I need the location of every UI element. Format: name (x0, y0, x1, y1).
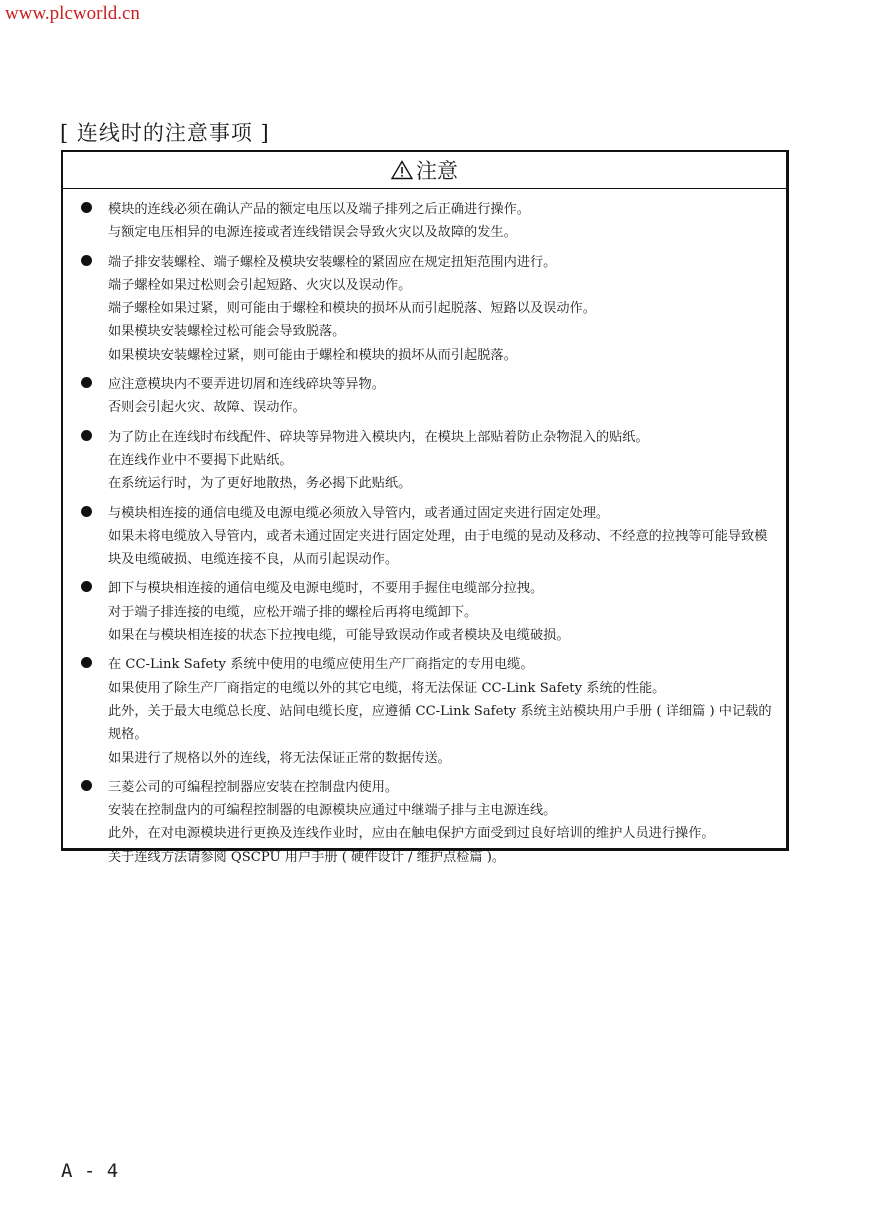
caution-line: 如果未将电缆放入导管内，或者未通过固定夹进行固定处理，由于电缆的晃动及移动、不经意的拉拽等可能导致模块及电缆破损、电缆连接不良，从而引起误动作。 (108, 528, 768, 568)
caution-line: 在连线作业中不要揭下此贴纸。 (108, 452, 293, 468)
caution-item (63, 776, 786, 869)
caution-line: 如果在与模块相连接的状态下拉拽电缆，可能导致误动作或者模块及电缆破损。 (108, 628, 570, 644)
caution-list (63, 189, 786, 869)
caution-line: 端子螺栓如果过紧，则可能由于螺栓和模块的损坏从而引起脱落、短路以及误动作。 (108, 301, 596, 317)
caution-line: 如果模块安装螺栓过松可能会导致脱落。 (108, 324, 346, 340)
bullet-icon (81, 377, 92, 388)
page-number: A - 4 (61, 1160, 119, 1182)
caution-line: 如果模块安装螺栓过紧，则可能由于螺栓和模块的损坏从而引起脱落。 (108, 347, 517, 363)
watermark: www.plcworld.cn (5, 3, 140, 24)
caution-line: 否则会引起火灾、故障、误动作。 (108, 400, 306, 416)
caution-line: 此外，关于最大电缆总长度、站间电缆长度，应遵循 CC-Link Safety 系统主站模块用户手册 ( 详细篇 ) 中记载的规格。 (108, 703, 772, 743)
bullet-icon (81, 255, 92, 266)
bullet-icon (81, 202, 92, 213)
caution-line: 对于端子排连接的电缆，应松开端子排的螺栓后再将电缆卸下。 (108, 604, 478, 620)
caution-line: 与额定电压相异的电源连接或者连线错误会导致火灾以及故障的发生。 (108, 225, 517, 241)
caution-item (63, 251, 786, 367)
caution-line: 应注意模块内不要弄进切屑和连线碎块等异物。 (108, 377, 385, 393)
bullet-icon (81, 581, 92, 592)
warning-triangle-icon (391, 160, 413, 180)
caution-line: 安装在控制盘内的可编程控制器的电源模块应通过中继端子排与主电源连线。 (108, 803, 557, 819)
caution-line: 三菱公司的可编程控制器应安装在控制盘内使用。 (108, 779, 399, 795)
caution-item (63, 577, 786, 647)
caution-header (63, 152, 786, 189)
caution-item (63, 653, 786, 769)
caution-line: 端子螺栓如果过松则会引起短路、火灾以及误动作。 (108, 277, 412, 293)
caution-line: 端子排安装螺栓、端子螺栓及模块安装螺栓的紧固应在规定扭矩范围内进行。 (108, 254, 557, 270)
caution-item (63, 426, 786, 496)
caution-line: 在系统运行时，为了更好地散热，务必揭下此贴纸。 (108, 476, 412, 492)
caution-title: 注意 (416, 159, 458, 183)
caution-item (63, 502, 786, 572)
caution-line: 关于连线方法请参阅 QSCPU 用户手册 ( 硬件设计 / 维护点检篇 )。 (108, 849, 506, 865)
caution-line: 卸下与模块相连接的通信电缆及电源电缆时，不要用手握住电缆部分拉拽。 (108, 581, 544, 597)
bullet-icon (81, 780, 92, 791)
bullet-icon (81, 430, 92, 441)
caution-line: 如果进行了规格以外的连线，将无法保证正常的数据传送。 (108, 750, 451, 766)
caution-item (63, 373, 786, 420)
caution-line: 此外，在对电源模块进行更换及连线作业时，应由在触电保护方面受到过良好培训的维护人员进行操作。 (108, 826, 715, 842)
caution-item (63, 198, 786, 245)
caution-line: 如果使用了除生产厂商指定的电缆以外的其它电缆，将无法保证 CC-Link Safety 系统的性能。 (108, 680, 666, 696)
bullet-icon (81, 506, 92, 517)
caution-line: 模块的连线必须在确认产品的额定电压以及端子排列之后正确进行操作。 (108, 202, 530, 217)
caution-line: 在 CC-Link Safety 系统中使用的电缆应使用生产厂商指定的专用电缆。 (108, 657, 534, 673)
bullet-icon (81, 657, 92, 668)
section-title: [ 连线时的注意事项 ] (60, 121, 270, 145)
caution-box (61, 150, 789, 865)
caution-line: 与模块相连接的通信电缆及电源电缆必须放入导管内，或者通过固定夹进行固定处理。 (108, 505, 610, 521)
caution-line: 为了防止在连线时布线配件、碎块等异物进入模块内，在模块上部贴着防止杂物混入的贴纸。 (108, 429, 649, 445)
